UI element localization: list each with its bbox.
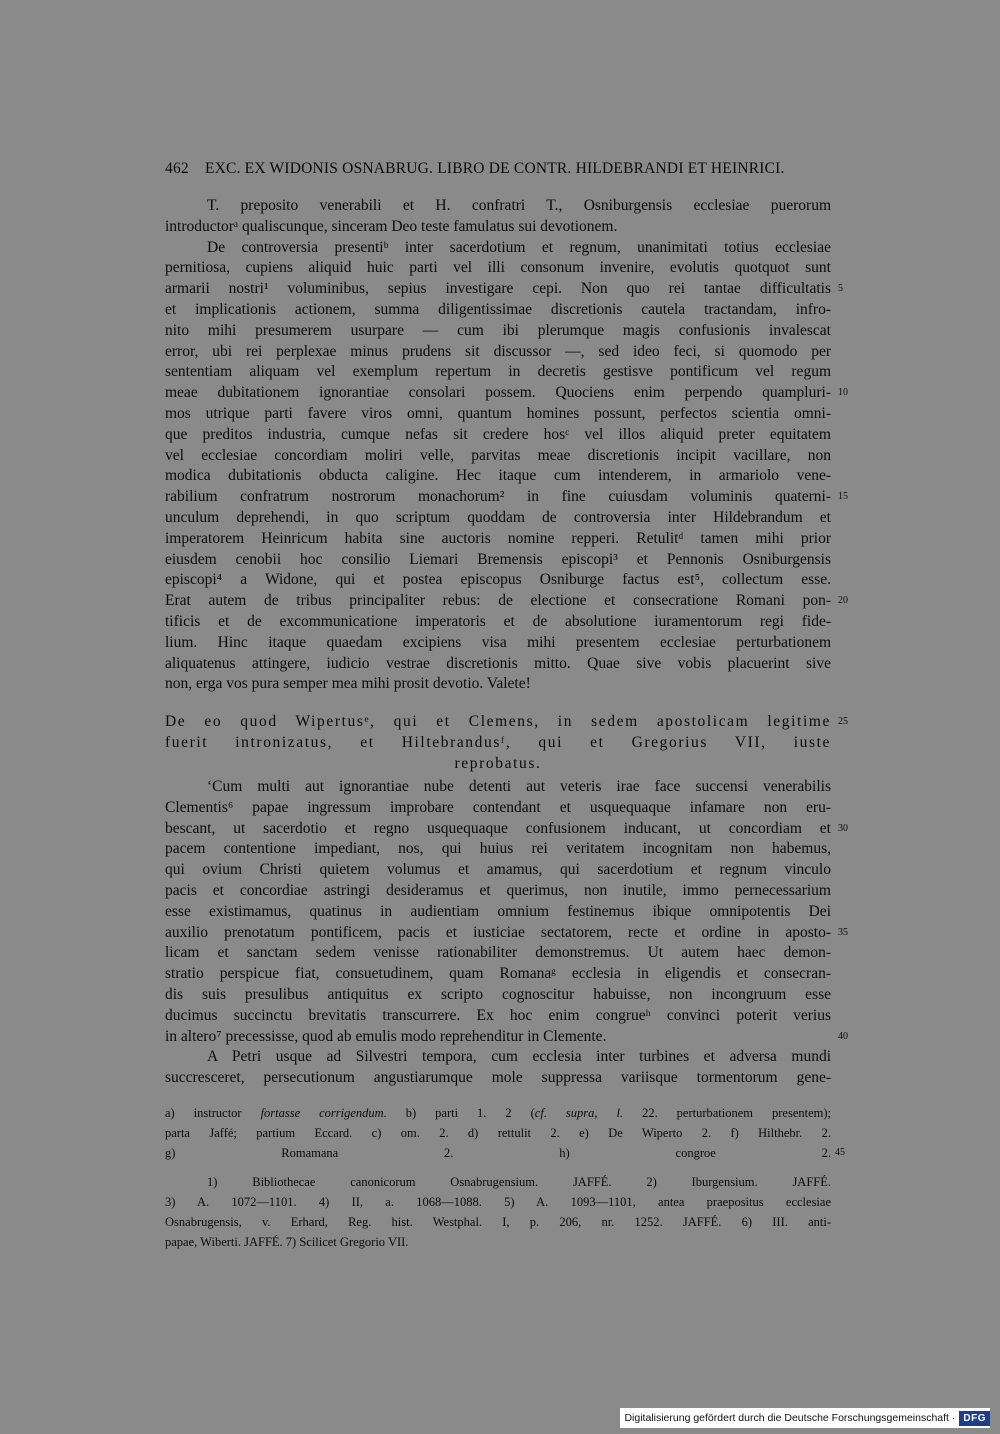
line-text: eiusdem cenobii hoc consilio Liemari Bremensis episcopi³ et Pennonis Osniburgensis: [165, 550, 831, 568]
text-line: [165, 466, 831, 487]
text-line: [165, 570, 831, 591]
line-text: unculum deprehendi, in quo scriptum quoddam de controversia inter Hildebrandum et: [165, 508, 831, 526]
running-header: [165, 160, 835, 178]
text-line: [165, 881, 831, 902]
line-text: introductorᵃ qualiscunque, sinceram Deo teste famulatus sui devotionem.: [165, 217, 618, 235]
line-text: ducimus succinctu brevitatis transcurrere. Ex hoc enim congrueʰ convinci poterit verius: [165, 1006, 831, 1024]
text-line: [165, 258, 831, 279]
text-line: [165, 654, 831, 675]
line-text: armarii nostri¹ voluminibus, sepius investigare cepi. Non quo rei tantae difficultatis: [165, 280, 831, 298]
credit-text: Digitalisierung gefördert durch die Deutsche Forschungsgemeinschaft ·: [624, 1412, 956, 1424]
text-line: [165, 1212, 831, 1232]
line-text: parta Jaffé; partium Eccard. c) om. 2. d) rettulit 2. e) De Wiperto 2. f) Hilthebr. 2.: [165, 1126, 831, 1140]
line-text: Osnabrugensis, v. Erhard, Reg. hist. Westphal. I, p. 206, nr. 1252. JAFFÉ. 6) III. anti-: [165, 1215, 831, 1229]
text-line: [165, 777, 831, 798]
line-number: 40: [838, 1030, 848, 1042]
text-line: [165, 943, 831, 964]
text-line: [165, 342, 831, 363]
main-text: [165, 777, 848, 1089]
text-line: [165, 798, 831, 819]
line-text: pacem contentione impediant, nos, qui huius rei veritatem incognitam non habemus,: [165, 840, 831, 858]
text-line: [165, 279, 843, 300]
line-text: lium. Hinc itaque quaedam excipiens visa mihi presentem ecclesiae perturbationem: [165, 633, 831, 651]
line-text: sententiam aliquam vel exemplum repertum in decretis gestisve pontificum vel regum: [165, 363, 831, 381]
line-text: et implicationis actionem, summa diligentissimae discretionis cautela tractandam, infro-: [165, 300, 831, 318]
line-fragment: 22. perturbationem presentem);: [623, 1106, 831, 1120]
line-fragment: a) instructor: [165, 1106, 261, 1120]
text-line: [165, 923, 848, 944]
line-fragment: b) parti 1. 2 (: [386, 1106, 535, 1120]
text-line: [165, 404, 831, 425]
line-text: aliquatenus attingere, iudicio vestrae discretionis mitto. Quae sive vobis placuerint sive: [165, 654, 831, 672]
line-text: bescant, ut sacerdotio et regno usquequaque confusionem inducant, ut concordiam et: [165, 819, 831, 837]
text-line: [165, 321, 831, 342]
text-line: [165, 754, 831, 775]
text-line: [165, 1047, 831, 1068]
text-line: [165, 985, 831, 1006]
text-line: [165, 425, 831, 446]
text-line: [165, 487, 848, 508]
line-text: vel ecclesiae concordiam moliri velle, parvitas meae discretionis incipit vacillare, non: [165, 446, 831, 464]
line-number: 10: [838, 387, 848, 399]
line-text: 1) Bibliothecae canonicorum Osnabrugensium. JAFFÉ. 2) Iburgensium. JAFFÉ.: [207, 1175, 831, 1189]
line-text: episcopi⁴ a Widone, qui et postea episcopus Osniburge factus est⁵, collectum esse.: [165, 571, 831, 589]
line-text: licam et sanctam sedem venisse rationabiliter demonstremus. Ut autem haec demon-: [165, 944, 831, 962]
text-line: [165, 1027, 848, 1048]
text-line: [165, 362, 831, 383]
line-text: modica dubitationis obducta caligine. Hec itaque cum intenderem, in armariolo vene-: [165, 467, 831, 485]
dfg-logo: DFG: [959, 1411, 990, 1426]
line-text: dis suis presulibus antiquitus ex scripto cognoscitur habuisse, non incongruum esse: [165, 985, 831, 1003]
line-text: auxilio prenotatum pontificem, pacis et iusticiae sectatorem, recte et ordine in aposto-: [165, 923, 831, 941]
text-line: [165, 1123, 831, 1143]
page-number: 462: [165, 160, 189, 177]
text-line: [165, 300, 831, 321]
digitization-credit: [620, 1408, 990, 1428]
text-line: [165, 1006, 831, 1027]
text-line: [165, 238, 831, 259]
line-text: reprobatus.: [454, 754, 542, 772]
line-number: 35: [838, 926, 848, 938]
critical-apparatus: [165, 1103, 845, 1163]
line-text: in altero⁷ precessisse, quod ab emulis modo reprehenditur in Clemente.: [165, 1027, 607, 1045]
text-line: [165, 217, 831, 238]
line-text: esse existimamus, quatinus in audientiam omnium festinemus ibique omnipotentis Dei: [165, 902, 831, 920]
line-text: succresceret, persecutionum angustiarumque mole suppressa variisque tormentorum gene-: [165, 1069, 831, 1087]
line-number: 15: [838, 491, 848, 503]
line-text: [165, 1106, 831, 1120]
line-fragment: fortasse corrigendum.: [260, 1106, 387, 1120]
text-line: [165, 1103, 831, 1123]
line-text: non, erga vos pura semper mea mihi prosit devotio. Valete!: [165, 675, 531, 693]
text-line: [165, 591, 848, 612]
text-line: [165, 712, 848, 733]
text-line: [165, 508, 831, 529]
footnotes: [165, 1172, 831, 1252]
line-number: 30: [838, 822, 848, 834]
line-text: pacis et concordiae astringi desideramus et querimus, non inutile, immo pernecessarium: [165, 881, 831, 899]
line-number: 5: [838, 283, 843, 295]
line-text: error, ubi rei perplexae minus prudens sit discussor —, sed ideo feci, si quomodo per: [165, 342, 831, 360]
text-line: [165, 383, 848, 404]
line-number: 25: [838, 716, 848, 727]
line-text: Erat autem de tribus principaliter rebus: de electione et consecratione Romani pon-: [165, 592, 831, 610]
prefatory-letter: [165, 196, 848, 695]
text-line: [165, 196, 831, 217]
text-line: [165, 964, 831, 985]
line-text: tificis et de excommunicatione imperatoris et de absolutione iuramentorum regi fide-: [165, 612, 831, 630]
line-text: Clementis⁶ papae ingressum improbare contendant et usquequaque infamare non eru-: [165, 798, 831, 816]
running-title: EXC. EX WIDONIS OSNABRUG. LIBRO DE CONTR. HILDEBRANDI ET HEINRICI.: [204, 160, 785, 177]
line-text: 3) A. 1072—1101. 4) II, a. 1068—1088. 5) A. 1093—1101, antea praepositus ecclesiae: [165, 1195, 831, 1209]
line-text: stratio perspicue fiat, consuetudinem, quam Romanaᵍ ecclesia in eligendis et consecran-: [165, 965, 831, 983]
line-text: mos utrique parti favere viros omni, quantum homines possunt, perfectos scientia omni-: [165, 404, 831, 422]
text-line: [165, 733, 831, 754]
line-text: rabilium confratrum nostrorum monachorum² in fine cuiusdam voluminis quaterni-: [165, 488, 831, 506]
line-fragment: cf. supra, l.: [534, 1106, 624, 1120]
line-number: 20: [838, 595, 848, 607]
text-line: [165, 819, 848, 840]
line-text: De eo quod Wipertusᵉ, qui et Clemens, in sedem apostolicam legitime: [165, 713, 831, 730]
chapter-heading: [165, 712, 848, 774]
line-text: que preditos industria, cumque nefas sit credere hosᶜ vel illos aliquid preter equitatem: [165, 425, 831, 443]
line-text: ‘Cum multi aut ignorantiae nube detenti aut veteris irae face succensi venerabilis: [207, 778, 831, 795]
line-number: 45: [835, 1147, 845, 1158]
text-line: [165, 860, 831, 881]
line-text: pernitiosa, cupiens aliquid huic parti vel illi consonum invenire, evolutis quotquot sunt: [165, 259, 831, 277]
text-line: [165, 1068, 831, 1089]
line-text: g) Romamana 2. h) congroe 2.: [165, 1146, 831, 1160]
line-text: De controversia presentiᵇ inter sacerdotium et regnum, unanimitati totius ecclesiae: [207, 238, 831, 256]
text-line: [165, 1143, 845, 1163]
line-text: nito mihi presumerem usurpare — cum ibi plerumque magis confusionis invalescat: [165, 321, 831, 339]
text-line: [165, 446, 831, 467]
text-line: [165, 612, 831, 633]
text-line: [165, 633, 831, 654]
text-line: [165, 839, 831, 860]
line-text: papae, Wiberti. JAFFÉ. 7) Scilicet Gregorio VII.: [165, 1235, 409, 1249]
text-line: [165, 1232, 831, 1252]
line-text: T. preposito venerabili et H. confratri T., Osniburgensis ecclesiae puerorum: [207, 197, 831, 214]
line-text: A Petri usque ad Silvestri tempora, cum ecclesia inter turbines et adversa mundi: [207, 1048, 831, 1066]
line-text: qui ovium Christi quietem volumus et amamus, qui sacerdotium et regnum vinculo: [165, 861, 831, 879]
line-text: imperatorem Heinricum habita sine auctoris nomine repperi. Retulitᵈ tamen mihi prior: [165, 529, 831, 547]
line-text: fuerit intronizatus, et Hiltebrandusᶠ, qui et Gregorius VII, iuste: [165, 733, 831, 751]
text-line: [165, 550, 831, 571]
text-line: [165, 529, 831, 550]
text-line: [165, 902, 831, 923]
text-line: [165, 1192, 831, 1212]
text-line: [165, 1172, 831, 1192]
text-line: [165, 674, 831, 695]
line-text: meae dubitationem ignorantiae consolari possem. Quociens enim perpendo quampluri-: [165, 384, 831, 402]
